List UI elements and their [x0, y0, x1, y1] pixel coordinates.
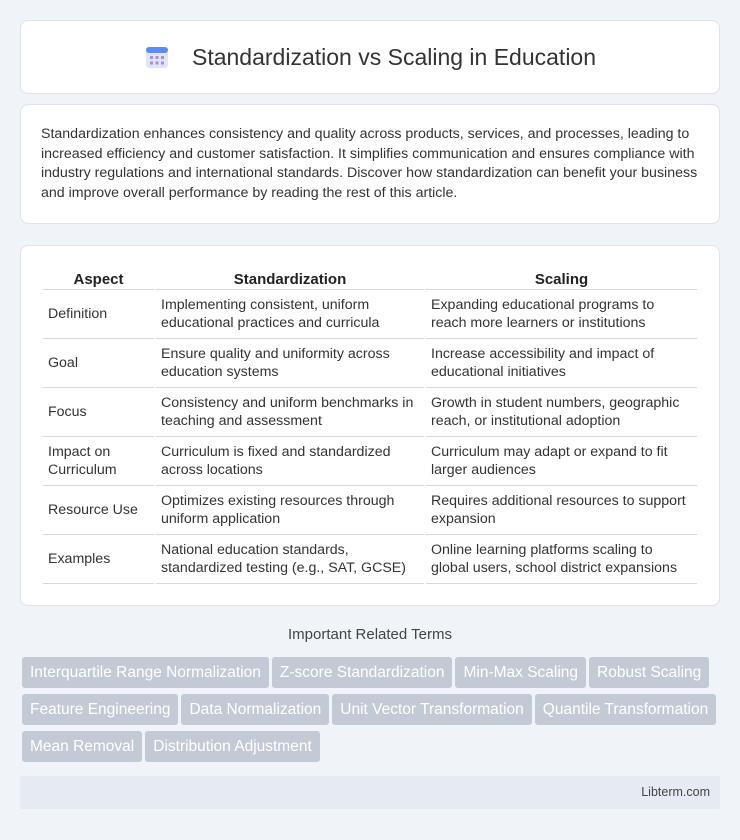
row-aspect: Examples — [43, 535, 154, 584]
calendar-icon — [144, 44, 170, 70]
page-title: Standardization vs Scaling in Education — [191, 43, 597, 70]
row-aspect: Goal — [43, 339, 154, 388]
table-header-row — [43, 266, 697, 290]
related-term-tag[interactable]: Z-score Standardization — [272, 657, 453, 688]
standardization-cell: National education standards, standardized testing (e.g., SAT, GCSE) — [156, 535, 424, 584]
standardization-cell: Curriculum is fixed and standardized across locations — [156, 437, 424, 486]
scaling-cell: Requires additional resources to support expansion — [426, 486, 697, 535]
column-header: Aspect — [43, 266, 154, 290]
scaling-cell: Increase accessibility and impact of educational initiatives — [426, 339, 697, 388]
related-term-tag[interactable]: Data Normalization — [181, 694, 329, 725]
standardization-cell: Ensure quality and uniformity across education systems — [156, 339, 424, 388]
table-row — [43, 290, 697, 339]
related-term-tag[interactable]: Mean Removal — [22, 731, 142, 762]
footer — [20, 776, 720, 809]
row-aspect: Focus — [43, 388, 154, 437]
row-aspect: Definition — [43, 290, 154, 339]
comparison-table-card — [20, 245, 720, 606]
comparison-table — [41, 266, 699, 584]
related-term-tag[interactable]: Unit Vector Transformation — [332, 694, 532, 725]
scaling-cell: Growth in student numbers, geographic reach, or institutional adoption — [426, 388, 697, 437]
related-term-tag[interactable]: Distribution Adjustment — [145, 731, 320, 762]
table-row — [43, 437, 697, 486]
table-row — [43, 486, 697, 535]
scaling-cell: Curriculum may adapt or expand to fit larger audiences — [426, 437, 697, 486]
table-row — [43, 339, 697, 388]
related-terms-list — [22, 657, 722, 768]
related-term-tag[interactable]: Robust Scaling — [589, 657, 709, 688]
related-term-tag[interactable]: Feature Engineering — [22, 694, 178, 725]
related-term-tag[interactable]: Min-Max Scaling — [455, 657, 586, 688]
row-aspect: Impact on Curriculum — [43, 437, 154, 486]
row-aspect: Resource Use — [43, 486, 154, 535]
table-row — [43, 388, 697, 437]
scaling-cell: Online learning platforms scaling to global users, school district expansions — [426, 535, 697, 584]
column-header: Standardization — [156, 266, 424, 290]
related-terms-title: Important Related Terms — [288, 626, 452, 643]
intro-text: Standardization enhances consistency and quality across products, services, and processes, leading to increased efficiency and customer satisfaction. It simplifies communication and ensures compliance with industry regulations and international standards. Discover how standardization can benefit your business and improve overall performance by reading the rest of this article. — [41, 126, 698, 201]
column-header: Scaling — [426, 266, 697, 290]
intro-card — [20, 104, 720, 224]
table-row — [43, 535, 697, 584]
scaling-cell: Expanding educational programs to reach more learners or institutions — [426, 290, 697, 339]
related-term-tag[interactable]: Quantile Transformation — [535, 694, 716, 725]
related-term-tag[interactable]: Interquartile Range Normalization — [22, 657, 269, 688]
standardization-cell: Consistency and uniform benchmarks in teaching and assessment — [156, 388, 424, 437]
standardization-cell: Optimizes existing resources through uniform application — [156, 486, 424, 535]
header-card — [20, 20, 720, 94]
standardization-cell: Implementing consistent, uniform educational practices and curricula — [156, 290, 424, 339]
footer-site[interactable]: Libterm.com — [641, 785, 710, 799]
